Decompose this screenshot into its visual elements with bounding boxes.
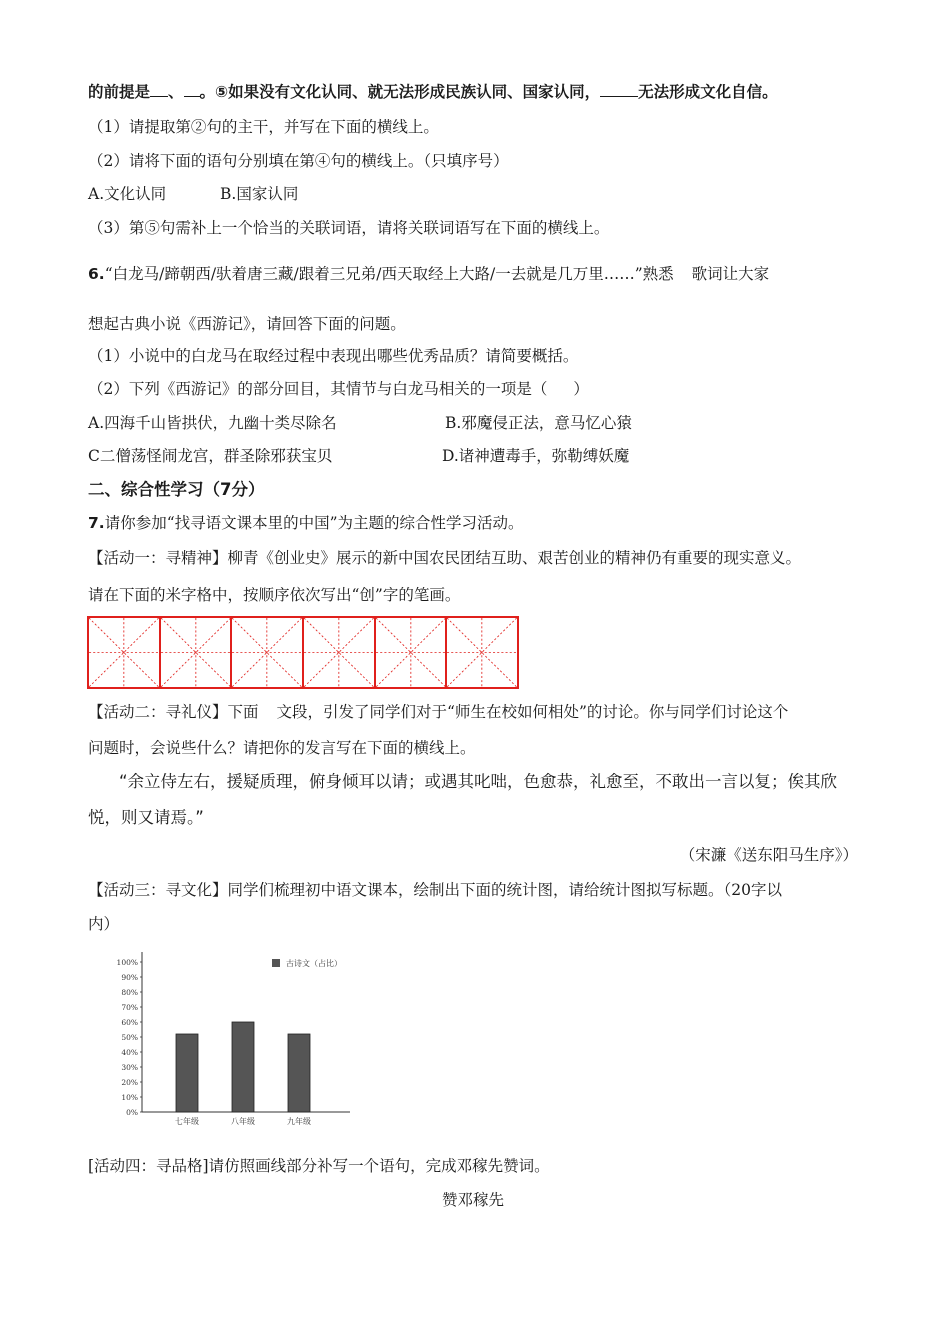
text-segment: 文段，引发了同学们对于“师生在校如何相处”的讨论。你与同学们讨论这个 bbox=[276, 703, 789, 721]
mizige-cell[interactable] bbox=[447, 618, 517, 687]
text-segment: 。⑤如果没有文化认同、就无法形成民族认同、国家认同， bbox=[199, 83, 601, 101]
activity-3-line-2: 内） bbox=[88, 915, 120, 933]
text-segment: 无法形成文化自信。 bbox=[638, 83, 778, 101]
option-a-1: A.文化认同 bbox=[88, 185, 167, 203]
x-axis-labels bbox=[175, 1116, 311, 1126]
question-7 bbox=[88, 513, 524, 533]
mizige-cell[interactable] bbox=[304, 618, 376, 687]
activity-1: 【活动一：寻精神】柳青《创业史》展示的新中国农民团结互助、艰苦创业的精神仍有重要的现实意义。 bbox=[88, 549, 802, 567]
y-tick-label: 40% bbox=[121, 1048, 138, 1057]
y-tick-label: 0% bbox=[126, 1108, 138, 1117]
bars bbox=[176, 1022, 310, 1112]
text-segment: 【活动二：寻礼仪】下面 bbox=[88, 703, 259, 721]
x-tick-label: 八年级 bbox=[231, 1117, 255, 1126]
y-tick-label: 60% bbox=[121, 1018, 138, 1027]
activity-1-instruction: 请在下面的米字格中，按顺序依次写出“创”字的笔画。 bbox=[88, 586, 461, 604]
y-tick-label: 100% bbox=[116, 958, 138, 967]
y-tick-label: 70% bbox=[121, 1003, 138, 1012]
y-tick-label: 30% bbox=[121, 1063, 138, 1072]
legend-label: 古诗文（占比） bbox=[286, 959, 342, 968]
section-2-heading: 二、综合性学习（7分） bbox=[88, 480, 265, 499]
y-tick-label: 20% bbox=[121, 1078, 138, 1087]
text-segment: ） bbox=[573, 380, 589, 398]
blank-line bbox=[150, 96, 168, 97]
option-a: A.四海千山皆拱伏，九幽十类尽除名 bbox=[88, 414, 337, 432]
mizige-cell[interactable] bbox=[89, 618, 161, 687]
quote-line-1: “余立侍左右，援疑质理，俯身倾耳以请；或遇其叱咄，色愈恭，礼愈至，不敢出一言以复；俟其欣 bbox=[119, 772, 838, 791]
question-1: （1）请提取第②句的主干，并写在下面的横线上。 bbox=[88, 118, 439, 136]
option-c: C二僧荡怪闹龙宫，群圣除邪获宝贝 bbox=[88, 447, 333, 465]
question-number: 6. bbox=[88, 265, 105, 283]
y-tick-label: 50% bbox=[121, 1033, 138, 1042]
y-axis-ticks bbox=[117, 958, 142, 1117]
mizige-grid bbox=[87, 616, 519, 689]
option-b-1: B.国家认同 bbox=[220, 185, 299, 203]
text-segment: “白龙马/蹄朝西/驮着唐三藏/跟着三兄弟/西天取经上大路/一去就是几万里……”熟悉 bbox=[104, 265, 674, 283]
text-segment: 请你参加“找寻语文课本里的中国”为主题的综合性学习活动。 bbox=[104, 514, 524, 532]
mizige-cell[interactable] bbox=[232, 618, 304, 687]
activity-4: [活动四：寻品格]请仿照画线部分补写一个语句，完成邓稼先赞词。 bbox=[88, 1157, 550, 1175]
question-6-line-2: 想起古典小说《西游记》，请回答下面的问题。 bbox=[88, 315, 406, 333]
bar-chart bbox=[100, 944, 360, 1134]
mizige-cell[interactable] bbox=[161, 618, 233, 687]
blank-line bbox=[184, 96, 200, 97]
legend-swatch bbox=[272, 959, 280, 967]
blank-line bbox=[600, 96, 638, 97]
option-b: B.邪魔侵正法，意马忆心猿 bbox=[445, 414, 632, 432]
question-6-1: （1）小说中的白龙马在取经过程中表现出哪些优秀品质？请简要概括。 bbox=[88, 347, 579, 365]
activity-2-line-1 bbox=[88, 702, 788, 722]
text-segment: 歌词让大家 bbox=[691, 265, 770, 283]
activity-2-line-2: 问题时，会说些什么？请把你的发言写在下面的横线上。 bbox=[88, 739, 476, 757]
bar bbox=[288, 1034, 310, 1112]
x-tick-label: 七年级 bbox=[175, 1117, 199, 1126]
text-segment: 的前提是 bbox=[88, 83, 151, 101]
y-tick-label: 80% bbox=[121, 988, 138, 997]
question-6-2 bbox=[88, 379, 589, 399]
option-d: D.诸神遭毒手，弥勒缚妖魔 bbox=[442, 447, 630, 465]
text-segment: 、 bbox=[168, 83, 184, 101]
question-number: 7. bbox=[88, 514, 105, 532]
eulogy-title: 赞邓稼先 bbox=[442, 1191, 505, 1209]
quote-source: （宋濂《送东阳马生序》） bbox=[679, 846, 858, 864]
y-tick-label: 90% bbox=[121, 973, 138, 982]
question-2: （2）请将下面的语句分别填在第④句的横线上。（只填序号） bbox=[88, 152, 509, 170]
y-tick-label: 10% bbox=[121, 1093, 138, 1102]
bar bbox=[232, 1022, 254, 1112]
quote-line-2: 悦，则又请焉。” bbox=[88, 808, 204, 827]
bar bbox=[176, 1034, 198, 1112]
text-segment: （2）下列《西游记》的部分回目，其情节与白龙马相关的一项是（ bbox=[88, 380, 548, 398]
mizige-cell[interactable] bbox=[376, 618, 448, 687]
text-line-1 bbox=[88, 82, 778, 102]
x-tick-label: 九年级 bbox=[287, 1117, 311, 1126]
question-6-line-1 bbox=[88, 264, 769, 284]
activity-3-line-1: 【活动三：寻文化】同学们梳理初中语文课本，绘制出下面的统计图，请给统计图拟写标题。（20字以 bbox=[88, 881, 782, 899]
question-3: （3）第⑤句需补上一个恰当的关联词语，请将关联词语写在下面的横线上。 bbox=[88, 219, 610, 237]
